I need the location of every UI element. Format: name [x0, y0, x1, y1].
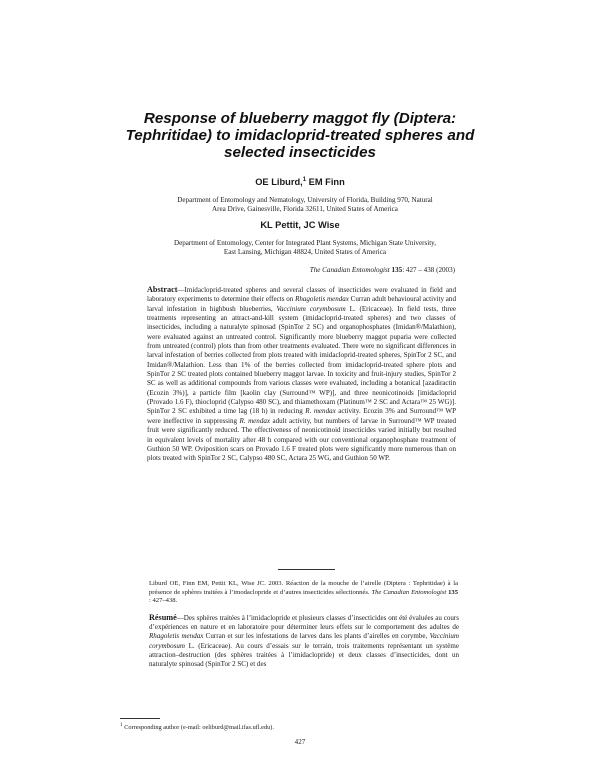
- author-group-1: [100, 177, 500, 187]
- resume-text: —Des sphères traitées à l’imidaclopride et plusieurs classes d’insecticides ont été évaluées au cours d’expériences en nature et en laboratoire pour déterminer leurs effets sur le comportement des adultes de: [149, 614, 459, 632]
- journal-volume: 135: [391, 266, 403, 274]
- affiliation-line: Area Drive, Gainesville, Florida 32611, United States of America: [212, 205, 398, 214]
- species-name: Rhagoletis mendax: [295, 295, 349, 304]
- author-names: KL Pettit, JC Wise: [260, 220, 340, 230]
- species-name: Vaccinium corymbosum: [149, 632, 459, 650]
- author-names: OE Liburd,: [255, 177, 303, 188]
- paper-title: [100, 110, 500, 161]
- affiliation-line: Department of Entomology and Nematology, University of Florida, Building 970, Natural: [177, 196, 433, 204]
- footnote-text: Corresponding author (e-mail: oeliburd@mail.ifas.ufl.edu).: [122, 724, 274, 732]
- abstract-text: activity. Ecozin 3% and Surround™ WP were ineffective in suppressing: [147, 407, 456, 425]
- journal-volume: 135: [448, 588, 459, 596]
- journal-name: The Canadian Entomologist: [371, 588, 447, 596]
- resume-heading: Résumé: [149, 613, 177, 622]
- citation-text: : 427–438.: [149, 597, 178, 605]
- abstract-text: —Imidacloprid-treated spheres and several classes of insecticides were evaluated in field and laboratory experiments to determine their effects on: [147, 286, 456, 304]
- footnote-rule: [120, 718, 160, 719]
- resume-text: Curran et sur les infestations de larves dans les plants d’airelles en corymbe,: [203, 632, 430, 641]
- abstract-en: [147, 285, 456, 464]
- abstract-text: adult activity, but numbers of larvae in Surround™ WP treated fruit were significantly reduced. The effectiveness of neonicotinoid insecticides varied initially but resulted in equivalent levels of mortality after 48 h compared with our conventional organophosphate treatment of Guthion 50 WP. Oviposition scars on Provado 1.6 F treated plots were significantly more numerous than on plots treated with SpinTor 2 SC, Calypso 480 SC, Actara 25 WG, and Guthion 50 WP.: [147, 416, 457, 463]
- journal-name: The Canadian Entomologist: [309, 266, 390, 274]
- page-number: 427: [294, 738, 306, 746]
- author-names: EM Finn: [306, 177, 345, 188]
- species-name: Rhagoletis mendax: [149, 632, 204, 641]
- affiliation-line: East Lansing, Michigan 48824, United States of America: [223, 248, 387, 257]
- journal-pages: : 427 – 438 (2003): [402, 266, 455, 274]
- citation-text: Liburd OE, Finn EM, Pettit KL, Wise JC. 2003. Réaction de la mouche de l’airelle (Diptera : Tephritidae) à la présence de sphères traitées à l’imodaclopride et d’autres insecticides sélectionnés.: [149, 580, 458, 596]
- title-line: Response of blueberry maggot fly (Diptera:: [143, 110, 457, 127]
- journal-reference: [310, 266, 455, 274]
- footnote-marker: 1: [302, 177, 307, 183]
- species-name: R. mendax: [305, 407, 336, 416]
- abstract-heading: Abstract: [147, 285, 178, 294]
- resume-text: L. (Ericaceae). Au cours d’essais sur le terrain, trois traitements représentant un système attraction–destruction (des sphères traitées à l’imidaclopride) et deux classes d’insecticides, dont un naturalyte spinosad (SpinTor 2 SC) et des: [149, 641, 459, 669]
- abstract-text: L. (Ericaceae). In field tests, three treatments representing an attract-and-kill system (imidacloprid-treated spheres) and two classes of insecticides, including a naturalyte spinosad (SpinTor 2 SC) and organophosphates (Imidan®/Malathion), were evaluated against an untreated control. Significantly more blueberry maggot puparia were collected from untreated (control) plots than from other treatments evaluated. There were no significant differences in larval infestation of berries collected from plots treated with imidacloprid-treated spheres, SpinTor 2 SC, and Imidan®/Malathion. Less than 1% of the berries collected from imidacloprid-treated sphere plots and SpinTor 2 SC treated plots contained blueberry maggot larvae. In toxicity and fruit-injury studies, SpinTor 2 SC as well as additional compounds from various classes were evaluated, including a botanical [azadiractin (Ecozin 3%)], a particle film [kaolin clay (Surround™ WP)], and three neonicotinoids [imidacloprid (Provado 1.6 F), thiocloprid (Calypso 480 SC), and thiamethoxam (Platinum™ 2 SC and Actara™ 25 WG)]. SpinTor 2 SC exhibited a time lag (18 h) in reducing: [147, 304, 456, 416]
- abstract-text: Curran adult behavioural activity and larval infestation in highbush blueberries,: [147, 295, 456, 313]
- affiliation-line: Department of Entomology, Center for Integrated Plant Systems, Michigan State University,: [173, 239, 437, 247]
- title-line: Tephritidae) to imidacloprid-treated spheres and: [125, 127, 475, 144]
- french-citation: [149, 580, 458, 606]
- species-name: Vaccinium corymbosum: [276, 304, 346, 313]
- footnote-marker: 1: [120, 722, 123, 728]
- affiliation-1: [150, 196, 460, 214]
- title-line: selected insecticides: [224, 144, 376, 161]
- affiliation-2: [150, 239, 460, 257]
- species-name: R. mendax: [239, 416, 271, 425]
- author-group-2: [100, 220, 500, 230]
- footnote: [120, 722, 274, 731]
- abstract-fr: [149, 613, 459, 669]
- section-divider: [278, 569, 335, 570]
